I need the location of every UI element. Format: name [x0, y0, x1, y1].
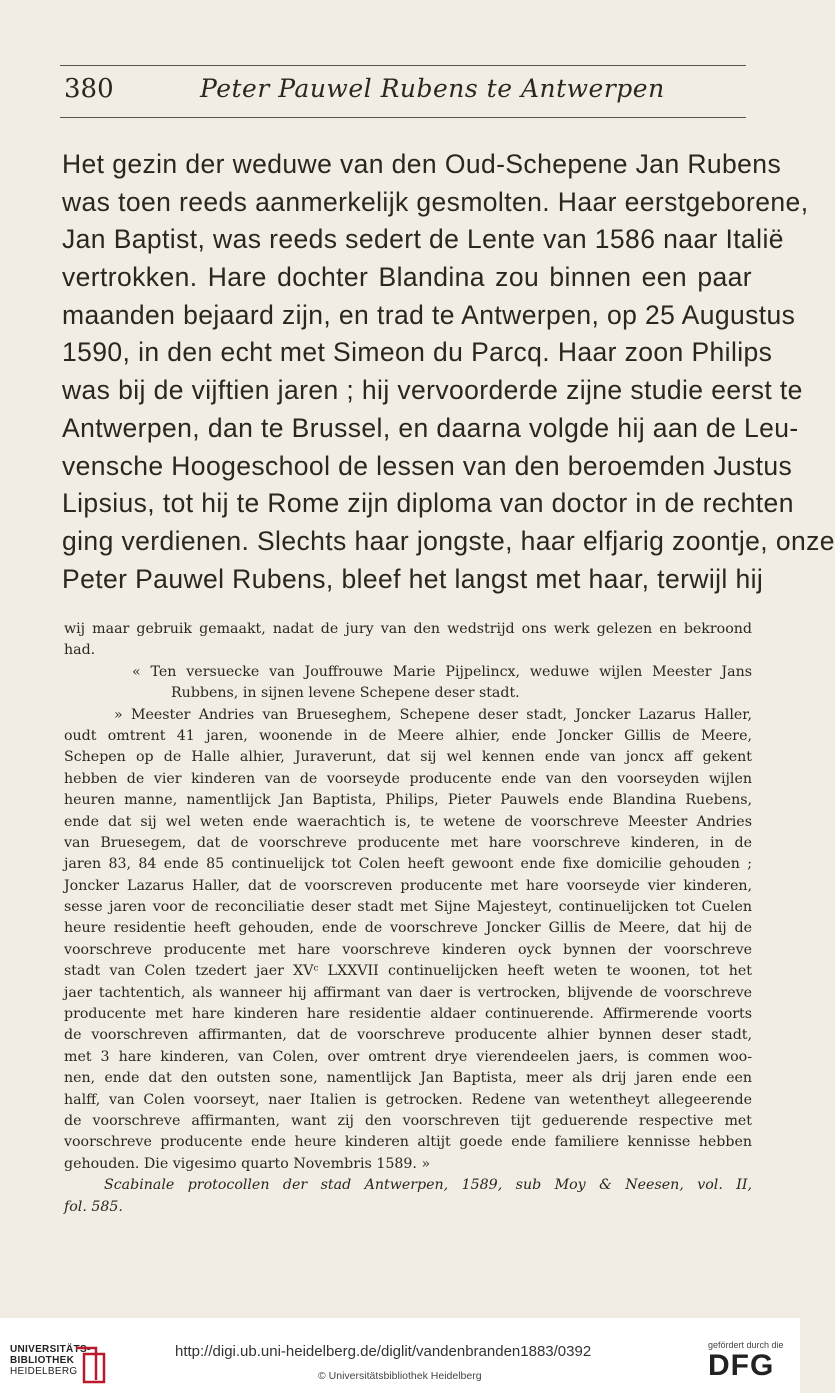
main-line: Peter Pauwel Rubens, bleef het langst met haar, terwijl hij	[62, 563, 764, 594]
footnote-line: heuren manne, namentlijck Jan Baptista, Philips, Pieter Pauwels ende Blandina Ruebens,	[64, 792, 752, 809]
footnote-line: Rubbens, in sijnen levene Schepene deser stadt.	[171, 685, 520, 702]
footnote-line: sesse jaren voor de reconciliatie deser stadt met Sijne Majesteyt, continuelijcken tot Cuelen	[64, 899, 752, 916]
footnote-line: voorschreve producente met hare voorschreve kinderen oyck bynnen der voorschreve	[64, 941, 752, 958]
main-line: Antwerpen, dan te Brussel, en daarna volgde hij aan de Leu-	[62, 412, 799, 443]
main-line: was toen reeds aanmerkelijk gesmolten. Haar eerstgeborene,	[62, 186, 809, 217]
running-title: Peter Pauwel Rubens te Antwerpen	[200, 74, 665, 103]
footnote-line: van Bruesegem, dat de voorschreve producente met hare voorschreve kinderen, in de	[64, 834, 752, 851]
permalink-url[interactable]: http://digi.ub.uni-heidelberg.de/diglit/vandenbranden1883/0392	[175, 1343, 592, 1360]
main-line: 1590, in den echt met Simeon du Parcq. Haar zoon Philips	[62, 337, 773, 368]
library-name-line: BIBLIOTHEK	[10, 1355, 75, 1366]
main-line: Lipsius, tot hij te Rome zijn diploma van doctor in de rechten	[62, 488, 794, 519]
main-line: maanden bejaard zijn, en trad te Antwerpen, op 25 Augustus	[62, 299, 796, 330]
copyright-notice: © Universitätsbibliothek Heidelberg	[318, 1370, 482, 1382]
footnote-citation: Scabinale protocollen der stad Antwerpen, 1589, sub Moy & Neesen, vol. II,	[104, 1177, 752, 1194]
main-line: vensche Hoogeschool de lessen van den beroemden Justus	[62, 450, 793, 481]
dfg-logo: DFG	[708, 1349, 775, 1382]
main-line: ging verdienen. Slechts haar jongste, haar elfjarig zoontje, onze	[62, 525, 835, 556]
footnote-line: stadt van Colen tzedert jaer XVᶜ LXXVII continuelijcken heeft weten te woonen, tot het	[64, 963, 752, 980]
footnote-line: voorschreve producente ende heure kinderen altijt goede ende familiere kennisse hebben	[64, 1134, 752, 1151]
footnote-line: wij maar gebruik gemaakt, nadat de jury van den wedstrijd ons werk gelezen en bekroond	[64, 621, 752, 637]
footnote-line: halff, van Colen voorseyt, naer Italien is getrocken. Redene van wetentheyt allegeerende	[64, 1091, 752, 1108]
footnote-line: Schepen op de Halle alhier, Juraverunt, dat sij wel kennen ende van joncx aff gekent	[64, 749, 752, 766]
library-name-line: HEIDELBERG	[10, 1366, 78, 1377]
header-rule-bottom	[60, 117, 746, 118]
footnote-line: » Meester Andries van Brueseghem, Schepene deser stadt, Joncker Lazarus Haller,	[114, 706, 752, 723]
footnote-line: « Ten versuecke van Jouffrouwe Marie Pijpelincx, weduwe wijlen Meester Jans	[132, 663, 752, 680]
funder-block[interactable]	[708, 1340, 784, 1382]
footnote-line: oudt omtrent 41 jaren, woonende in de Meere alhier, ende Joncker Gillis de Meere,	[64, 727, 752, 744]
page-number: 380	[64, 74, 114, 104]
footnote-line: producente met hare kinderen hare residentie aldaer continuerende. Affirmerende voorts	[64, 1006, 752, 1023]
footnote-line: nen, ende dat den outsten sone, namentlijck Jan Baptista, meer als drij jaren ende een	[64, 1070, 752, 1087]
main-line: was bij de vijftien jaren ; hij vervoorderde zijne studie eerst te	[62, 375, 803, 406]
digitization-footer	[0, 1318, 800, 1393]
library-name-line: UNIVERSITÄTS-	[10, 1344, 91, 1355]
footnote-line: Joncker Lazarus Haller, dat de voorscreven producente met hare voorseyde vier kinderen,	[64, 877, 752, 894]
footnote-line: had.	[64, 642, 96, 659]
footnote-line: heure residentie heeft gehouden, ende de voorschreve Joncker Gillis de Meere, dat hij de	[64, 920, 752, 937]
main-line: Jan Baptist, was reeds sedert de Lente van 1586 naar Italië	[62, 224, 784, 255]
library-mark-icon	[72, 1340, 112, 1384]
footnote-line: ende dat sij wel weten ende waerachtich is, te wetene de voorschreve Meester Andries	[64, 813, 752, 830]
footnote-line: jaer tachtentich, als wanneer hij affirmant van daer is vertrocken, blijvende de voorschreve	[64, 984, 752, 1001]
main-line: vertrokken. Hare dochter Blandina zou binnen een paar	[62, 262, 752, 293]
footnote-line: de voorschreve affirmanten, want zij den voorschreven tijt geduerende respective met	[64, 1112, 752, 1129]
footnote	[64, 619, 752, 1218]
footnote-line: jaren 83, 84 ende 85 continuelijck tot Colen heeft gewoont ende fixe domicilie gehouden ;	[64, 856, 752, 873]
footnote-line: gehouden. Die vigesimo quarto Novembris 1589. »	[64, 1155, 431, 1172]
main-text	[62, 146, 835, 598]
footnote-line: met 3 hare kinderen, van Colen, over omtrent drye vierendeelen jaers, is commen woo-	[64, 1048, 752, 1065]
main-line: Het gezin der weduwe van den Oud-Schepene Jan Rubens	[62, 149, 782, 179]
funding-note: gefördert durch die	[708, 1340, 784, 1350]
footnote-line: de voorschreven affirmanten, dat de voorschreve producente alhier bynnen deser stadt,	[64, 1027, 752, 1044]
footnote-line: hebben de vier kinderen van de voorseyde producente ende van den voorseyden wijlen	[64, 770, 752, 787]
header-rule-top	[60, 65, 746, 66]
footnote-citation: fol. 585.	[64, 1198, 123, 1215]
